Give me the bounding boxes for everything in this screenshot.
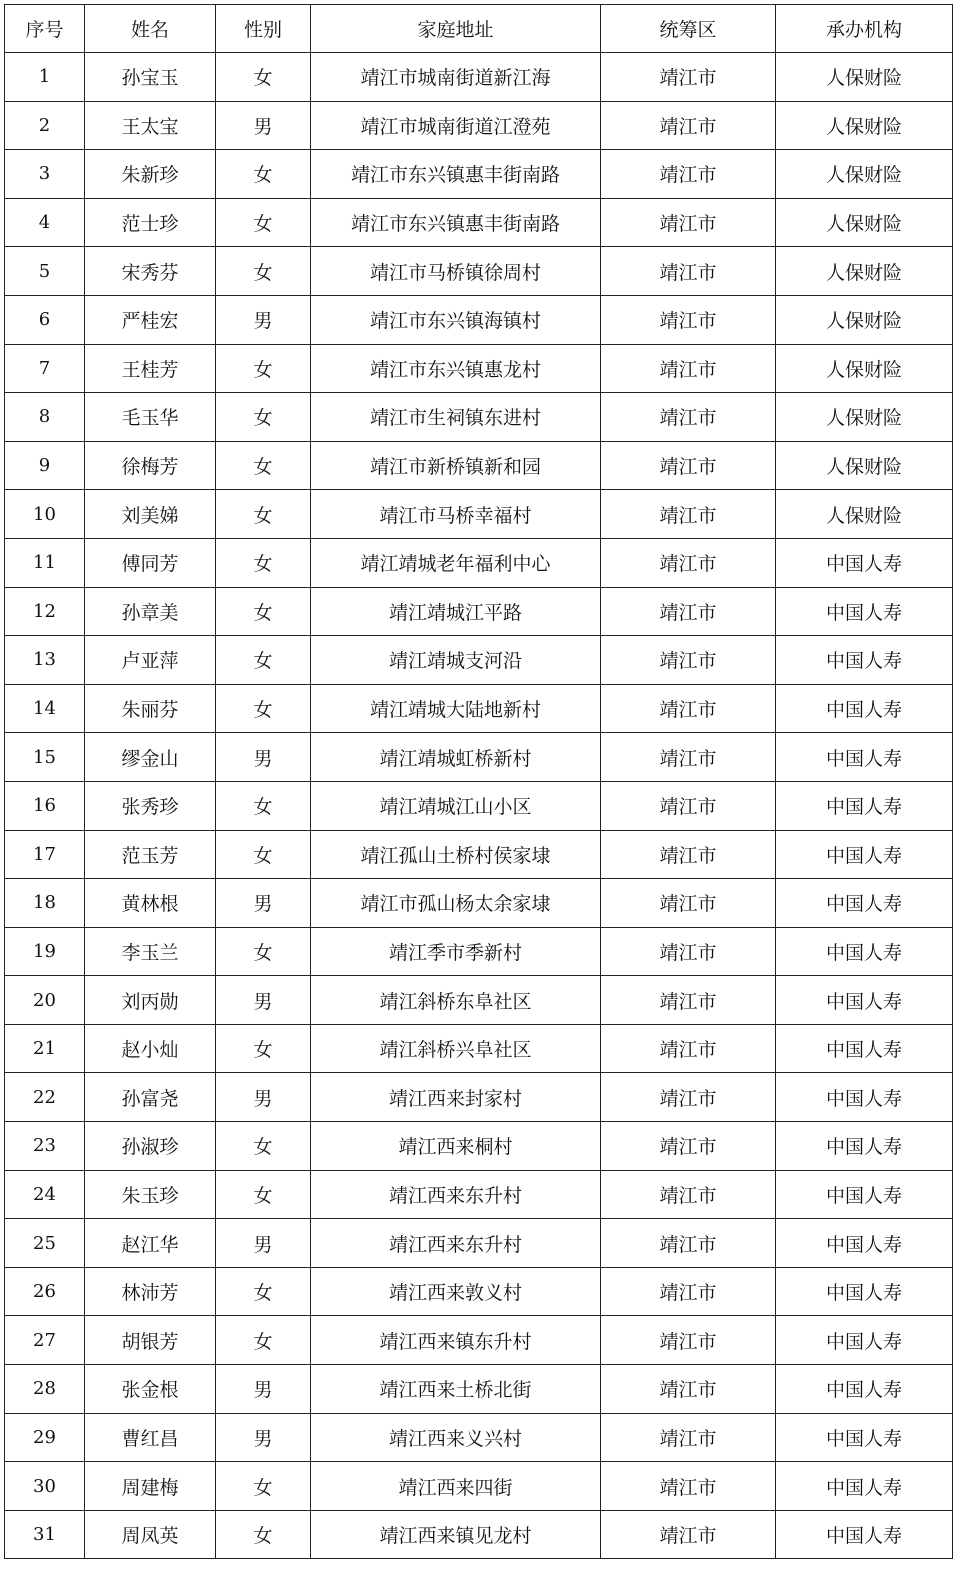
coordination-area-cell: 靖江市 [601, 830, 776, 879]
gender-cell: 女 [216, 830, 311, 879]
serial-number-cell: 17 [5, 830, 85, 879]
address-cell: 靖江靖城大陆地新村 [311, 684, 601, 733]
name-cell: 朱玉珍 [85, 1170, 216, 1219]
address-cell: 靖江斜桥东阜社区 [311, 976, 601, 1025]
name-cell: 傅同芳 [85, 538, 216, 587]
gender-cell: 男 [216, 1365, 311, 1414]
header-home-address: 家庭地址 [311, 5, 601, 53]
table-row [5, 636, 953, 685]
address-cell: 靖江西来义兴村 [311, 1413, 601, 1462]
institution-cell: 中国人寿 [776, 927, 953, 976]
coordination-area-cell: 靖江市 [601, 1073, 776, 1122]
table-row [5, 538, 953, 587]
coordination-area-cell: 靖江市 [601, 295, 776, 344]
gender-cell: 男 [216, 1219, 311, 1268]
name-cell: 周凤英 [85, 1510, 216, 1559]
gender-cell: 女 [216, 684, 311, 733]
address-cell: 靖江西来镇见龙村 [311, 1510, 601, 1559]
gender-cell: 女 [216, 150, 311, 199]
serial-number-cell: 19 [5, 927, 85, 976]
serial-number-cell: 13 [5, 636, 85, 685]
address-cell: 靖江市东兴镇海镇村 [311, 295, 601, 344]
table-row [5, 1122, 953, 1171]
gender-cell: 女 [216, 441, 311, 490]
table-row [5, 976, 953, 1025]
institution-cell: 人保财险 [776, 490, 953, 539]
serial-number-cell: 27 [5, 1316, 85, 1365]
gender-cell: 女 [216, 1510, 311, 1559]
address-cell: 靖江靖城虹桥新村 [311, 733, 601, 782]
institution-cell: 人保财险 [776, 247, 953, 296]
gender-cell: 女 [216, 1267, 311, 1316]
address-cell: 靖江市马桥幸福村 [311, 490, 601, 539]
serial-number-cell: 5 [5, 247, 85, 296]
address-cell: 靖江市东兴镇惠丰街南路 [311, 198, 601, 247]
institution-cell: 中国人寿 [776, 684, 953, 733]
gender-cell: 男 [216, 733, 311, 782]
header-name: 姓名 [85, 5, 216, 53]
serial-number-cell: 26 [5, 1267, 85, 1316]
institution-cell: 人保财险 [776, 344, 953, 393]
beneficiary-table [4, 4, 953, 1559]
coordination-area-cell: 靖江市 [601, 1170, 776, 1219]
gender-cell: 女 [216, 1316, 311, 1365]
coordination-area-cell: 靖江市 [601, 1219, 776, 1268]
address-cell: 靖江西来封家村 [311, 1073, 601, 1122]
coordination-area-cell: 靖江市 [601, 1316, 776, 1365]
name-cell: 刘美娣 [85, 490, 216, 539]
header-gender: 性别 [216, 5, 311, 53]
name-cell: 王太宝 [85, 101, 216, 150]
name-cell: 毛玉华 [85, 393, 216, 442]
address-cell: 靖江市孤山杨太余家埭 [311, 879, 601, 928]
name-cell: 朱丽芬 [85, 684, 216, 733]
gender-cell: 女 [216, 587, 311, 636]
name-cell: 范玉芳 [85, 830, 216, 879]
name-cell: 林沛芳 [85, 1267, 216, 1316]
table-row [5, 1365, 953, 1414]
table-body [5, 53, 953, 1559]
coordination-area-cell: 靖江市 [601, 441, 776, 490]
address-cell: 靖江西来东升村 [311, 1219, 601, 1268]
serial-number-cell: 3 [5, 150, 85, 199]
address-cell: 靖江市东兴镇惠丰街南路 [311, 150, 601, 199]
table-row [5, 1413, 953, 1462]
table-row [5, 101, 953, 150]
coordination-area-cell: 靖江市 [601, 53, 776, 102]
institution-cell: 中国人寿 [776, 879, 953, 928]
serial-number-cell: 28 [5, 1365, 85, 1414]
coordination-area-cell: 靖江市 [601, 198, 776, 247]
table-row [5, 247, 953, 296]
institution-cell: 中国人寿 [776, 636, 953, 685]
coordination-area-cell: 靖江市 [601, 101, 776, 150]
gender-cell: 男 [216, 295, 311, 344]
address-cell: 靖江市生祠镇东进村 [311, 393, 601, 442]
table-row [5, 1073, 953, 1122]
address-cell: 靖江西来敦义村 [311, 1267, 601, 1316]
institution-cell: 中国人寿 [776, 1170, 953, 1219]
address-cell: 靖江市马桥镇徐周村 [311, 247, 601, 296]
gender-cell: 女 [216, 538, 311, 587]
serial-number-cell: 6 [5, 295, 85, 344]
name-cell: 范士珍 [85, 198, 216, 247]
gender-cell: 女 [216, 344, 311, 393]
serial-number-cell: 12 [5, 587, 85, 636]
table-row [5, 1462, 953, 1511]
serial-number-cell: 23 [5, 1122, 85, 1171]
institution-cell: 人保财险 [776, 101, 953, 150]
serial-number-cell: 11 [5, 538, 85, 587]
institution-cell: 中国人寿 [776, 1073, 953, 1122]
serial-number-cell: 9 [5, 441, 85, 490]
table-row [5, 393, 953, 442]
gender-cell: 女 [216, 1462, 311, 1511]
table-row [5, 1267, 953, 1316]
institution-cell: 中国人寿 [776, 587, 953, 636]
name-cell: 孙淑珍 [85, 1122, 216, 1171]
name-cell: 宋秀芬 [85, 247, 216, 296]
institution-cell: 人保财险 [776, 150, 953, 199]
address-cell: 靖江西来土桥北街 [311, 1365, 601, 1414]
coordination-area-cell: 靖江市 [601, 1510, 776, 1559]
institution-cell: 中国人寿 [776, 1365, 953, 1414]
coordination-area-cell: 靖江市 [601, 976, 776, 1025]
institution-cell: 中国人寿 [776, 1219, 953, 1268]
coordination-area-cell: 靖江市 [601, 247, 776, 296]
table-row [5, 1024, 953, 1073]
coordination-area-cell: 靖江市 [601, 781, 776, 830]
name-cell: 孙富尧 [85, 1073, 216, 1122]
table-row [5, 781, 953, 830]
address-cell: 靖江市新桥镇新和园 [311, 441, 601, 490]
serial-number-cell: 8 [5, 393, 85, 442]
address-cell: 靖江西来桐村 [311, 1122, 601, 1171]
serial-number-cell: 22 [5, 1073, 85, 1122]
coordination-area-cell: 靖江市 [601, 1267, 776, 1316]
gender-cell: 女 [216, 247, 311, 296]
address-cell: 靖江西来镇东升村 [311, 1316, 601, 1365]
name-cell: 严桂宏 [85, 295, 216, 344]
name-cell: 张金根 [85, 1365, 216, 1414]
name-cell: 张秀珍 [85, 781, 216, 830]
coordination-area-cell: 靖江市 [601, 927, 776, 976]
serial-number-cell: 21 [5, 1024, 85, 1073]
name-cell: 孙章美 [85, 587, 216, 636]
coordination-area-cell: 靖江市 [601, 684, 776, 733]
gender-cell: 男 [216, 976, 311, 1025]
table-row [5, 295, 953, 344]
name-cell: 赵小灿 [85, 1024, 216, 1073]
address-cell: 靖江市东兴镇惠龙村 [311, 344, 601, 393]
table-row [5, 830, 953, 879]
address-cell: 靖江市城南街道江澄苑 [311, 101, 601, 150]
gender-cell: 男 [216, 879, 311, 928]
table-row [5, 344, 953, 393]
gender-cell: 男 [216, 101, 311, 150]
coordination-area-cell: 靖江市 [601, 393, 776, 442]
institution-cell: 中国人寿 [776, 1413, 953, 1462]
table-row [5, 1316, 953, 1365]
table-row [5, 733, 953, 782]
institution-cell: 人保财险 [776, 198, 953, 247]
coordination-area-cell: 靖江市 [601, 1122, 776, 1171]
serial-number-cell: 7 [5, 344, 85, 393]
serial-number-cell: 10 [5, 490, 85, 539]
name-cell: 周建梅 [85, 1462, 216, 1511]
table-row [5, 684, 953, 733]
institution-cell: 人保财险 [776, 53, 953, 102]
institution-cell: 中国人寿 [776, 1267, 953, 1316]
coordination-area-cell: 靖江市 [601, 1462, 776, 1511]
header-serial-number: 序号 [5, 5, 85, 53]
name-cell: 卢亚萍 [85, 636, 216, 685]
address-cell: 靖江市城南街道新江海 [311, 53, 601, 102]
serial-number-cell: 18 [5, 879, 85, 928]
gender-cell: 女 [216, 636, 311, 685]
serial-number-cell: 2 [5, 101, 85, 150]
gender-cell: 女 [216, 1024, 311, 1073]
institution-cell: 人保财险 [776, 393, 953, 442]
institution-cell: 中国人寿 [776, 1024, 953, 1073]
institution-cell: 中国人寿 [776, 538, 953, 587]
name-cell: 徐梅芳 [85, 441, 216, 490]
table-header-row [5, 5, 953, 53]
institution-cell: 人保财险 [776, 441, 953, 490]
coordination-area-cell: 靖江市 [601, 150, 776, 199]
document-sheet [4, 4, 952, 1559]
serial-number-cell: 25 [5, 1219, 85, 1268]
serial-number-cell: 15 [5, 733, 85, 782]
table-row [5, 1510, 953, 1559]
serial-number-cell: 20 [5, 976, 85, 1025]
address-cell: 靖江靖城老年福利中心 [311, 538, 601, 587]
institution-cell: 中国人寿 [776, 830, 953, 879]
header-handling-institution: 承办机构 [776, 5, 953, 53]
name-cell: 孙宝玉 [85, 53, 216, 102]
address-cell: 靖江西来东升村 [311, 1170, 601, 1219]
name-cell: 王桂芳 [85, 344, 216, 393]
coordination-area-cell: 靖江市 [601, 636, 776, 685]
serial-number-cell: 1 [5, 53, 85, 102]
institution-cell: 中国人寿 [776, 733, 953, 782]
name-cell: 黄林根 [85, 879, 216, 928]
coordination-area-cell: 靖江市 [601, 587, 776, 636]
institution-cell: 中国人寿 [776, 1316, 953, 1365]
coordination-area-cell: 靖江市 [601, 1365, 776, 1414]
institution-cell: 中国人寿 [776, 976, 953, 1025]
institution-cell: 中国人寿 [776, 781, 953, 830]
serial-number-cell: 14 [5, 684, 85, 733]
name-cell: 朱新珍 [85, 150, 216, 199]
table-row [5, 1219, 953, 1268]
address-cell: 靖江季市季新村 [311, 927, 601, 976]
name-cell: 李玉兰 [85, 927, 216, 976]
gender-cell: 女 [216, 198, 311, 247]
address-cell: 靖江西来四街 [311, 1462, 601, 1511]
address-cell: 靖江靖城支河沿 [311, 636, 601, 685]
name-cell: 胡银芳 [85, 1316, 216, 1365]
gender-cell: 女 [216, 1170, 311, 1219]
gender-cell: 女 [216, 393, 311, 442]
coordination-area-cell: 靖江市 [601, 490, 776, 539]
coordination-area-cell: 靖江市 [601, 344, 776, 393]
name-cell: 赵江华 [85, 1219, 216, 1268]
institution-cell: 中国人寿 [776, 1462, 953, 1511]
name-cell: 刘丙勋 [85, 976, 216, 1025]
institution-cell: 中国人寿 [776, 1122, 953, 1171]
table-row [5, 53, 953, 102]
table-row [5, 1170, 953, 1219]
table-row [5, 198, 953, 247]
serial-number-cell: 29 [5, 1413, 85, 1462]
coordination-area-cell: 靖江市 [601, 1413, 776, 1462]
coordination-area-cell: 靖江市 [601, 879, 776, 928]
institution-cell: 中国人寿 [776, 1510, 953, 1559]
address-cell: 靖江靖城江平路 [311, 587, 601, 636]
gender-cell: 女 [216, 490, 311, 539]
table-row [5, 587, 953, 636]
address-cell: 靖江斜桥兴阜社区 [311, 1024, 601, 1073]
gender-cell: 女 [216, 781, 311, 830]
serial-number-cell: 31 [5, 1510, 85, 1559]
address-cell: 靖江孤山土桥村侯家埭 [311, 830, 601, 879]
address-cell: 靖江靖城江山小区 [311, 781, 601, 830]
gender-cell: 女 [216, 927, 311, 976]
table-row [5, 879, 953, 928]
gender-cell: 男 [216, 1073, 311, 1122]
gender-cell: 女 [216, 53, 311, 102]
serial-number-cell: 30 [5, 1462, 85, 1511]
serial-number-cell: 4 [5, 198, 85, 247]
name-cell: 缪金山 [85, 733, 216, 782]
institution-cell: 人保财险 [776, 295, 953, 344]
table-row [5, 441, 953, 490]
table-row [5, 150, 953, 199]
gender-cell: 男 [216, 1413, 311, 1462]
serial-number-cell: 24 [5, 1170, 85, 1219]
coordination-area-cell: 靖江市 [601, 1024, 776, 1073]
coordination-area-cell: 靖江市 [601, 538, 776, 587]
coordination-area-cell: 靖江市 [601, 733, 776, 782]
gender-cell: 女 [216, 1122, 311, 1171]
serial-number-cell: 16 [5, 781, 85, 830]
name-cell: 曹红昌 [85, 1413, 216, 1462]
header-coordination-area: 统筹区 [601, 5, 776, 53]
table-row [5, 490, 953, 539]
table-row [5, 927, 953, 976]
